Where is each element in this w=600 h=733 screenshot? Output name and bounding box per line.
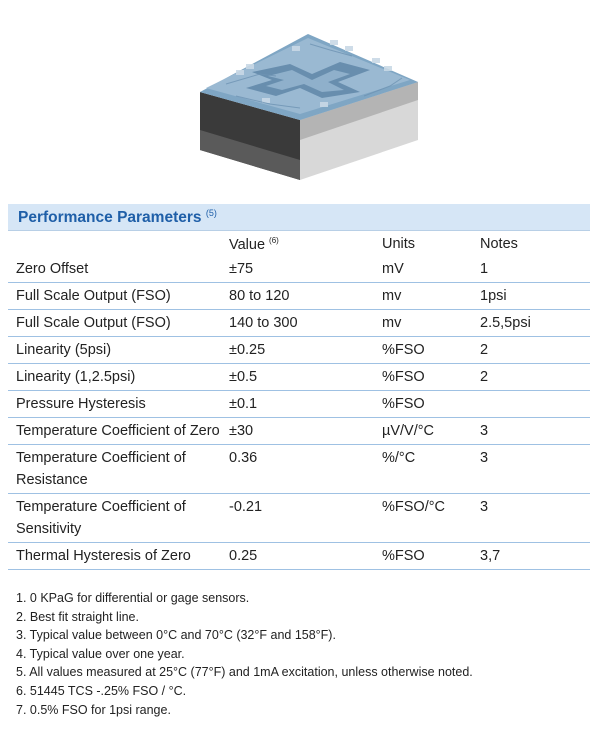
cell-notes: 2 xyxy=(472,364,590,391)
footnote: 7. 0.5% FSO for 1psi range. xyxy=(16,702,171,717)
cell-units: %FSO/°C xyxy=(374,494,472,543)
cell-units: %/°C xyxy=(374,445,472,494)
footnote: 1. 0 KPaG for differential or gage sensors. xyxy=(16,591,250,605)
table-row xyxy=(8,494,590,543)
cell-value: 140 to 300 xyxy=(221,310,374,337)
header-value-label: Value xyxy=(229,236,266,253)
cell-value: 0.25 xyxy=(221,543,374,570)
cell-units: µV/V/°C xyxy=(374,418,472,445)
table-row xyxy=(8,543,590,570)
header-units: Units xyxy=(382,236,416,252)
cell-value: 0.36 xyxy=(221,445,374,494)
cell-parameter: Full Scale Output (FSO) xyxy=(8,283,221,310)
cell-value: ±0.1 xyxy=(221,391,374,418)
table-row xyxy=(8,256,590,283)
cell-notes: 3 xyxy=(472,418,590,445)
cell-value: 80 to 120 xyxy=(221,283,374,310)
footnote: 2. Best fit straight line. xyxy=(16,609,139,624)
header-value xyxy=(221,232,374,256)
cell-value: ±30 xyxy=(221,418,374,445)
table-row xyxy=(8,418,590,445)
header-parameter xyxy=(8,232,221,256)
footnote: 6. 51445 TCS -.25% FSO / °C. xyxy=(16,683,187,698)
cell-parameter: Temperature Coefficient of Zero xyxy=(8,418,221,445)
table-header-row xyxy=(8,232,590,256)
cell-value: ±75 xyxy=(221,256,374,283)
cell-notes: 2 xyxy=(472,337,590,364)
cell-units: %FSO xyxy=(374,543,472,570)
header-value-footnote-ref: (6) xyxy=(269,235,279,245)
table-row xyxy=(8,445,590,494)
cell-parameter: Linearity (5psi) xyxy=(8,337,221,364)
cell-parameter: Temperature Coefficient of Sensitivity xyxy=(8,494,221,543)
performance-parameters-header xyxy=(8,204,590,231)
cell-value: ±0.25 xyxy=(221,337,374,364)
cell-parameter: Full Scale Output (FSO) xyxy=(8,310,221,337)
section-title xyxy=(18,208,217,227)
footnote: 4. Typical value over one year. xyxy=(16,646,185,661)
cell-value: ±0.5 xyxy=(221,364,374,391)
cell-notes xyxy=(472,391,590,418)
cell-notes: 3,7 xyxy=(472,543,590,570)
sensor-die-image xyxy=(0,0,600,200)
footnote: 5. All values measured at 25°C (77°F) and 1mA excitation, unless otherwise noted. xyxy=(16,665,473,680)
cell-units: mv xyxy=(374,283,472,310)
cell-parameter: Temperature Coefficient of Resistance xyxy=(8,445,221,494)
footnote: 3. Typical value between 0°C and 70°C (32°F and 158°F). xyxy=(16,628,336,643)
cell-units: %FSO xyxy=(374,337,472,364)
table-row xyxy=(8,364,590,391)
cell-parameter: Zero Offset xyxy=(8,256,221,283)
cell-parameter: Pressure Hysteresis xyxy=(8,391,221,418)
footnotes xyxy=(16,589,586,719)
section-title-footnote-ref: (5) xyxy=(205,208,217,218)
cell-units: %FSO xyxy=(374,364,472,391)
cell-units: %FSO xyxy=(374,391,472,418)
header-notes: Notes xyxy=(480,236,518,252)
cell-notes: 1 xyxy=(472,256,590,283)
cell-notes: 3 xyxy=(472,445,590,494)
cell-notes: 3 xyxy=(472,494,590,543)
table-row xyxy=(8,310,590,337)
cell-parameter: Linearity (1,2.5psi) xyxy=(8,364,221,391)
table-row xyxy=(8,391,590,418)
cell-notes: 1psi xyxy=(472,283,590,310)
parameters-table xyxy=(8,232,590,570)
cell-units: mv xyxy=(374,310,472,337)
cell-value: -0.21 xyxy=(221,494,374,543)
table-row xyxy=(8,337,590,364)
cell-notes: 2.5,5psi xyxy=(472,310,590,337)
cell-units: mV xyxy=(374,256,472,283)
section-title-text: Performance Parameters xyxy=(18,209,202,227)
table-row xyxy=(8,283,590,310)
cell-parameter: Thermal Hysteresis of Zero xyxy=(8,543,221,570)
